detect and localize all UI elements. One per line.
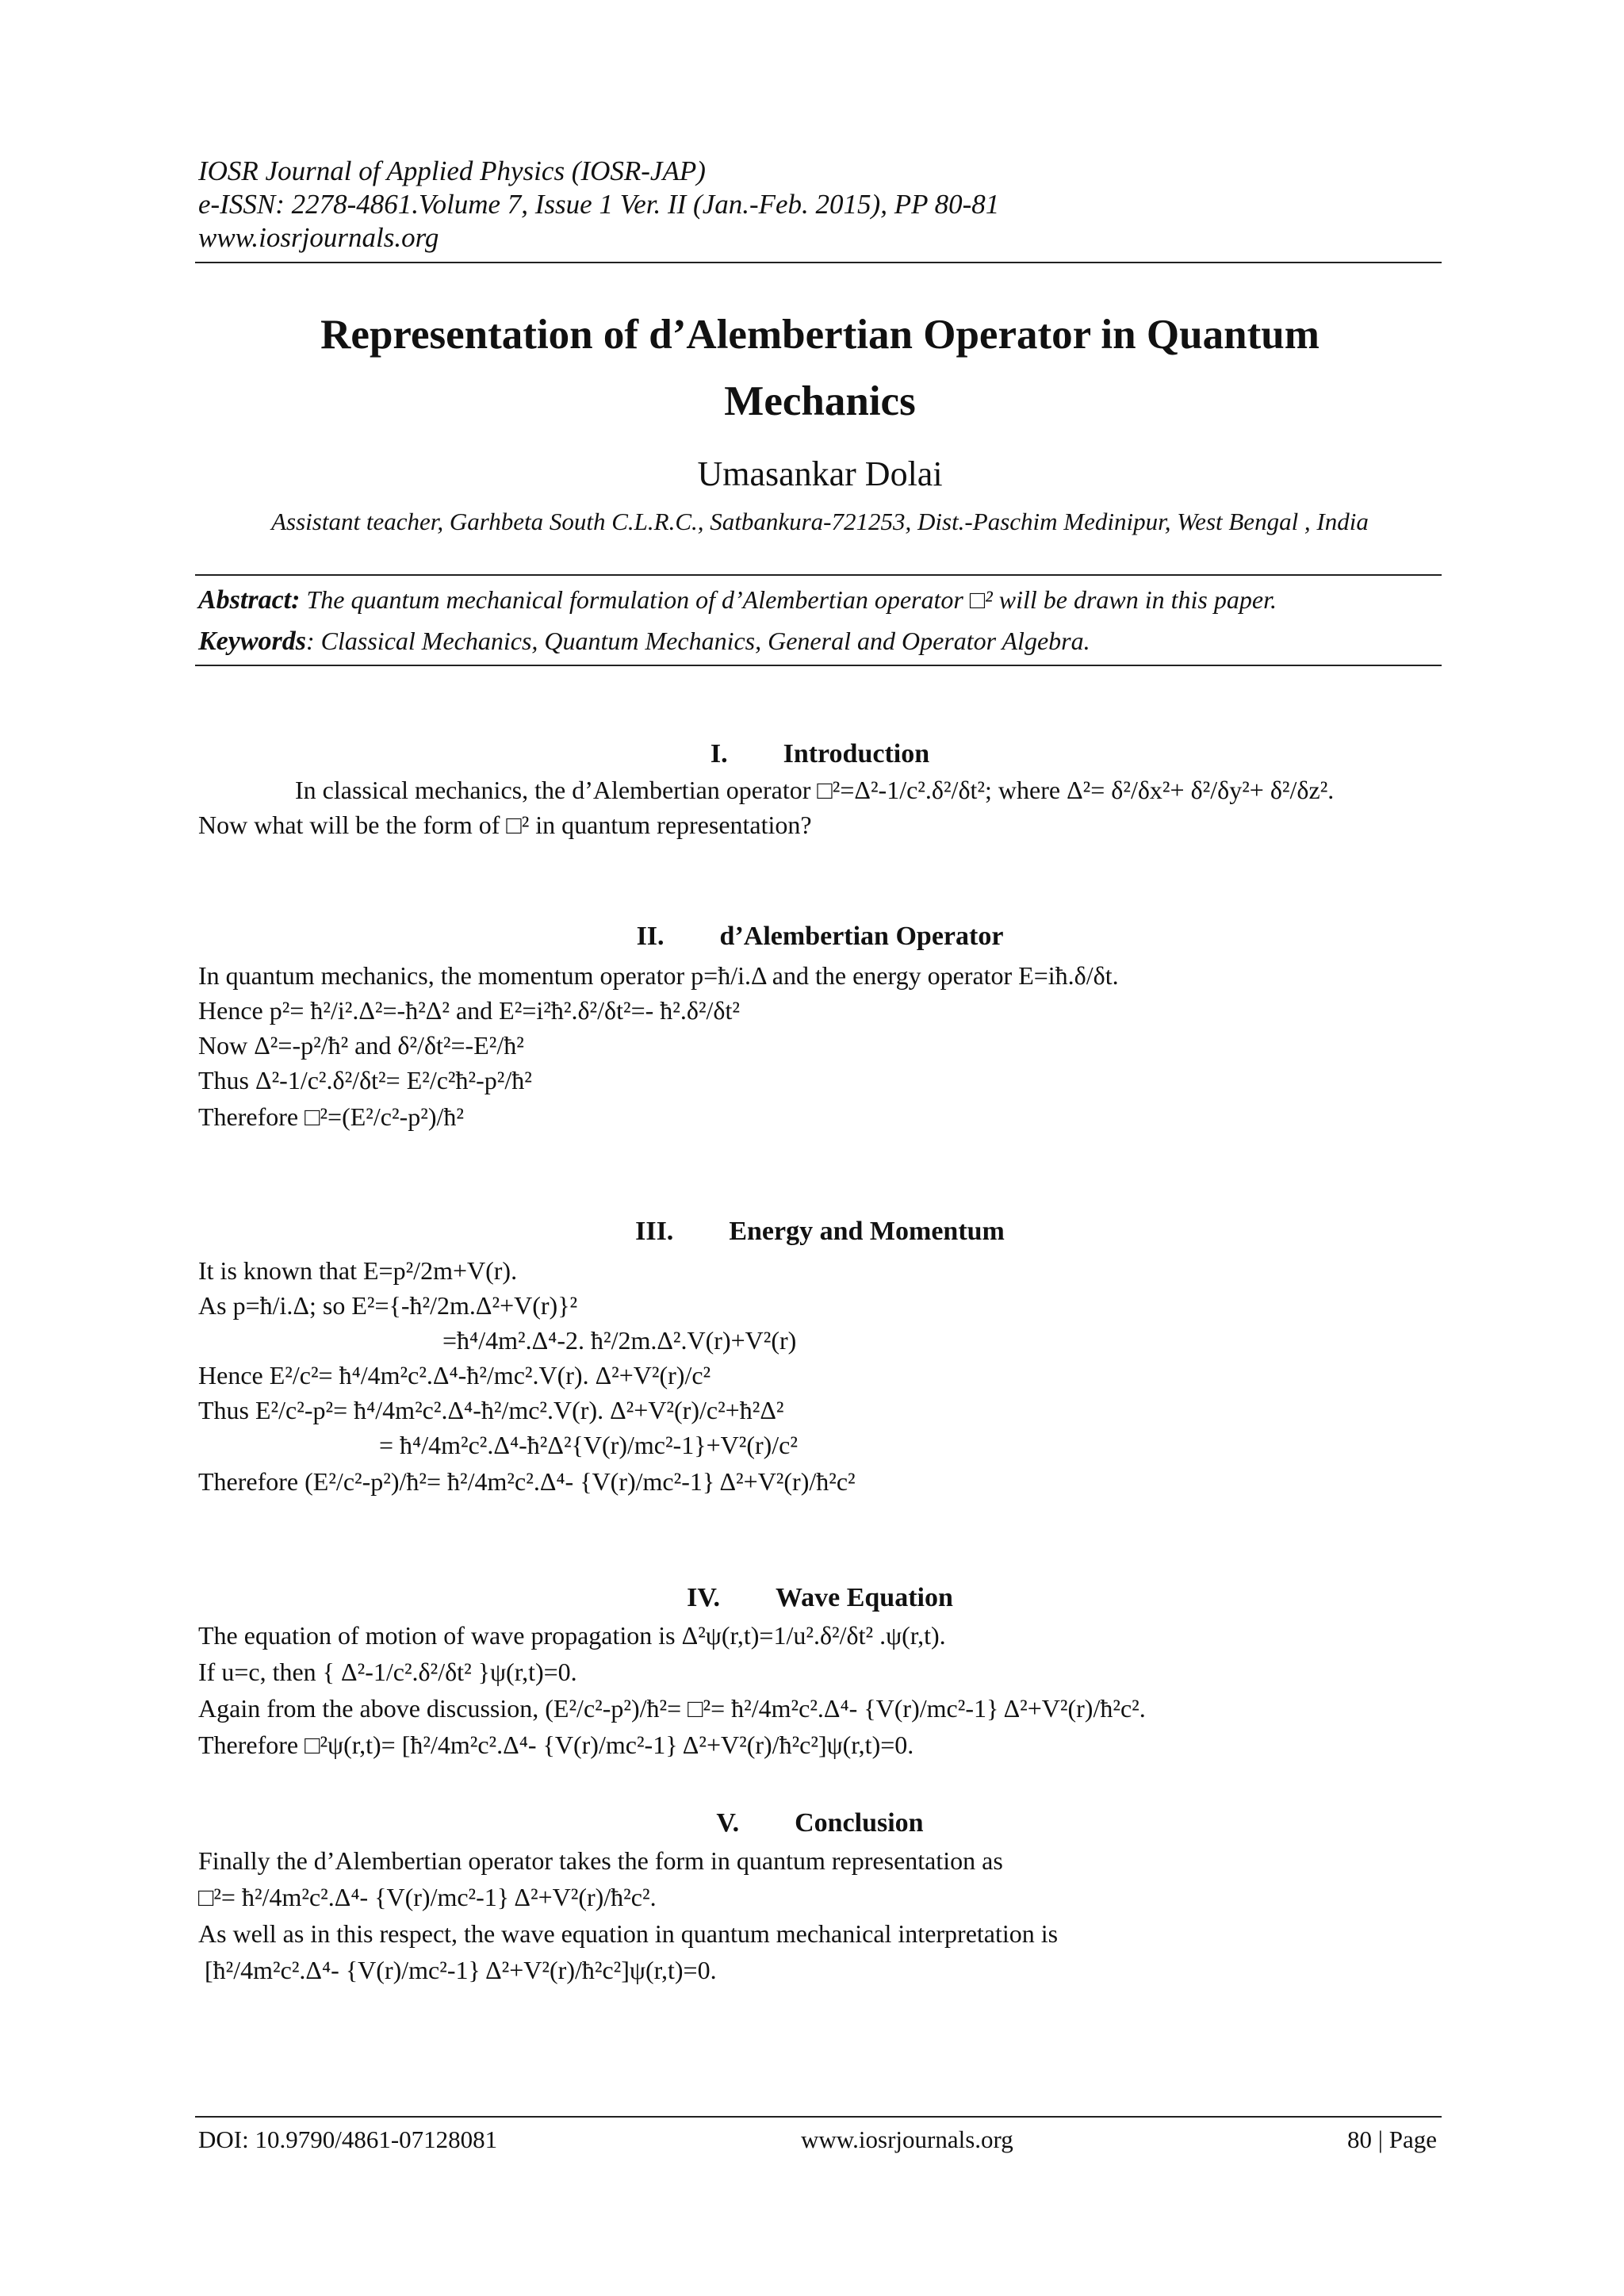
author-name: Umasankar Dolai <box>697 454 943 493</box>
section-heading-energy-momentum <box>198 1217 1442 1247</box>
header-rule <box>195 262 1442 263</box>
paper-title <box>198 301 1442 435</box>
abstract <box>198 585 1277 615</box>
s2-line-2: Hence p²= ħ²/i².Δ²=-ħ²Δ² and E²=i²ħ².δ²/δt²=- ħ².δ²/δt² <box>198 996 740 1025</box>
journal-name: IOSR Journal of Applied Physics (IOSR-JAP) <box>198 155 706 186</box>
footer-website: www.iosrjournals.org <box>801 2125 1013 2153</box>
intro-line-1: In classical mechanics, the d’Alembertian operator □²=Δ²-1/c².δ²/δt²; where Δ²= δ²/δx²+ δ²/δy²+ δ²/δz². <box>295 776 1335 804</box>
section-title: Conclusion <box>795 1808 924 1838</box>
s3-line-5: Thus E²/c²-p²= ħ⁴/4m²c².Δ⁴-ħ²/mc².V(r). Δ²+V²(r)/c²+ħ²Δ² <box>198 1396 784 1424</box>
section-heading-wave-equation <box>198 1583 1442 1613</box>
section-number: I. <box>710 739 728 769</box>
s3-line-3: =ħ⁴/4m².Δ⁴-2. ħ²/2m.Δ².V(r)+V²(r) <box>442 1326 797 1355</box>
keywords-text: : Classical Mechanics, Quantum Mechanics, General and Operator Algebra. <box>306 627 1090 655</box>
s5-line-1: Finally the d’Alembertian operator takes the form in quantum representation as <box>198 1846 1003 1875</box>
section-heading-dalembertian <box>198 922 1442 952</box>
section-title: Wave Equation <box>776 1583 953 1612</box>
s2-line-4: Thus Δ²-1/c².δ²/δt²= E²/c²ħ²-p²/ħ² <box>198 1066 532 1094</box>
abstract-bottom-rule <box>195 665 1442 666</box>
s2-line-5: Therefore □²=(E²/c²-p²)/ħ² <box>198 1102 464 1131</box>
s4-line-3: Again from the above discussion, (E²/c²-p²)/ħ²= □²= ħ²/4m²c².Δ⁴- {V(r)/mc²-1} Δ²+V²(r)/ħ²c². <box>198 1694 1146 1723</box>
keywords-label: Keywords <box>198 627 306 656</box>
section-heading-conclusion <box>198 1808 1442 1838</box>
s4-line-1: The equation of motion of wave propagation is Δ²ψ(r,t)=1/u².δ²/δt² .ψ(r,t). <box>198 1621 946 1650</box>
s3-line-2: As p=ħ/i.Δ; so E²={-ħ²/2m.Δ²+V(r)}² <box>198 1291 578 1320</box>
s3-line-1: It is known that E=p²/2m+V(r). <box>198 1256 518 1285</box>
abstract-label: Abstract: <box>198 585 301 615</box>
section-number: V. <box>716 1808 740 1838</box>
s3-line-7: Therefore (E²/c²-p²)/ħ²= ħ²/4m²c².Δ⁴- {V(r)/mc²-1} Δ²+V²(r)/ħ²c² <box>198 1467 856 1496</box>
footer-page-number: 80 | Page <box>1347 2125 1437 2153</box>
s5-line-2: □²= ħ²/4m²c².Δ⁴- {V(r)/mc²-1} Δ²+V²(r)/ħ²c². <box>198 1883 657 1911</box>
footer-doi: DOI: 10.9790/4861-07128081 <box>198 2125 498 2153</box>
section-number: II. <box>636 922 665 951</box>
s4-line-2: If u=c, then { Δ²-1/c².δ²/δt² }ψ(r,t)=0. <box>198 1658 577 1686</box>
section-title: Introduction <box>783 739 930 769</box>
author-affiliation: Assistant teacher, Garhbeta South C.L.R.C., Satbankura-721253, Dist.-Paschim Medinipur, West Bengal , India <box>271 508 1369 535</box>
title-line-1: Representation of d’Alembertian Operator in Quantum <box>320 312 1320 358</box>
section-number: IV. <box>687 1583 720 1612</box>
intro-line-2: Now what will be the form of □² in quantum representation? <box>198 811 812 839</box>
s4-line-4: Therefore □²ψ(r,t)= [ħ²/4m²c².Δ⁴- {V(r)/mc²-1} Δ²+V²(r)/ħ²c²]ψ(r,t)=0. <box>198 1731 914 1759</box>
s2-line-3: Now Δ²=-p²/ħ² and δ²/δt²=-E²/ħ² <box>198 1031 524 1060</box>
section-title: Energy and Momentum <box>729 1217 1005 1246</box>
s3-line-6: = ħ⁴/4m²c².Δ⁴-ħ²Δ²{V(r)/mc²-1}+V²(r)/c² <box>379 1431 798 1459</box>
s2-line-1: In quantum mechanics, the momentum operator p=ħ/i.Δ and the energy operator E=iħ.δ/δt. <box>198 961 1119 990</box>
footer-rule <box>195 2116 1442 2118</box>
section-heading-introduction <box>198 739 1442 769</box>
issn-line: e-ISSN: 2278-4861.Volume 7, Issue 1 Ver. II (Jan.-Feb. 2015), PP 80-81 <box>198 189 1000 220</box>
abstract-text: The quantum mechanical formulation of d’Alembertian operator □² will be drawn in this paper. <box>306 585 1277 614</box>
abstract-top-rule <box>195 574 1442 576</box>
keywords <box>198 627 1090 657</box>
s3-line-4: Hence E²/c²= ħ⁴/4m²c².Δ⁴-ħ²/mc².V(r). Δ²+V²(r)/c² <box>198 1361 711 1389</box>
s5-line-3: As well as in this respect, the wave equation in quantum mechanical interpretation is <box>198 1919 1059 1948</box>
journal-website: www.iosrjournals.org <box>198 222 439 253</box>
s5-line-4: [ħ²/4m²c².Δ⁴- {V(r)/mc²-1} Δ²+V²(r)/ħ²c²]ψ(r,t)=0. <box>205 1956 717 1984</box>
section-number: III. <box>635 1217 674 1246</box>
section-title: d’Alembertian Operator <box>719 922 1004 951</box>
title-line-2: Mechanics <box>724 378 916 424</box>
